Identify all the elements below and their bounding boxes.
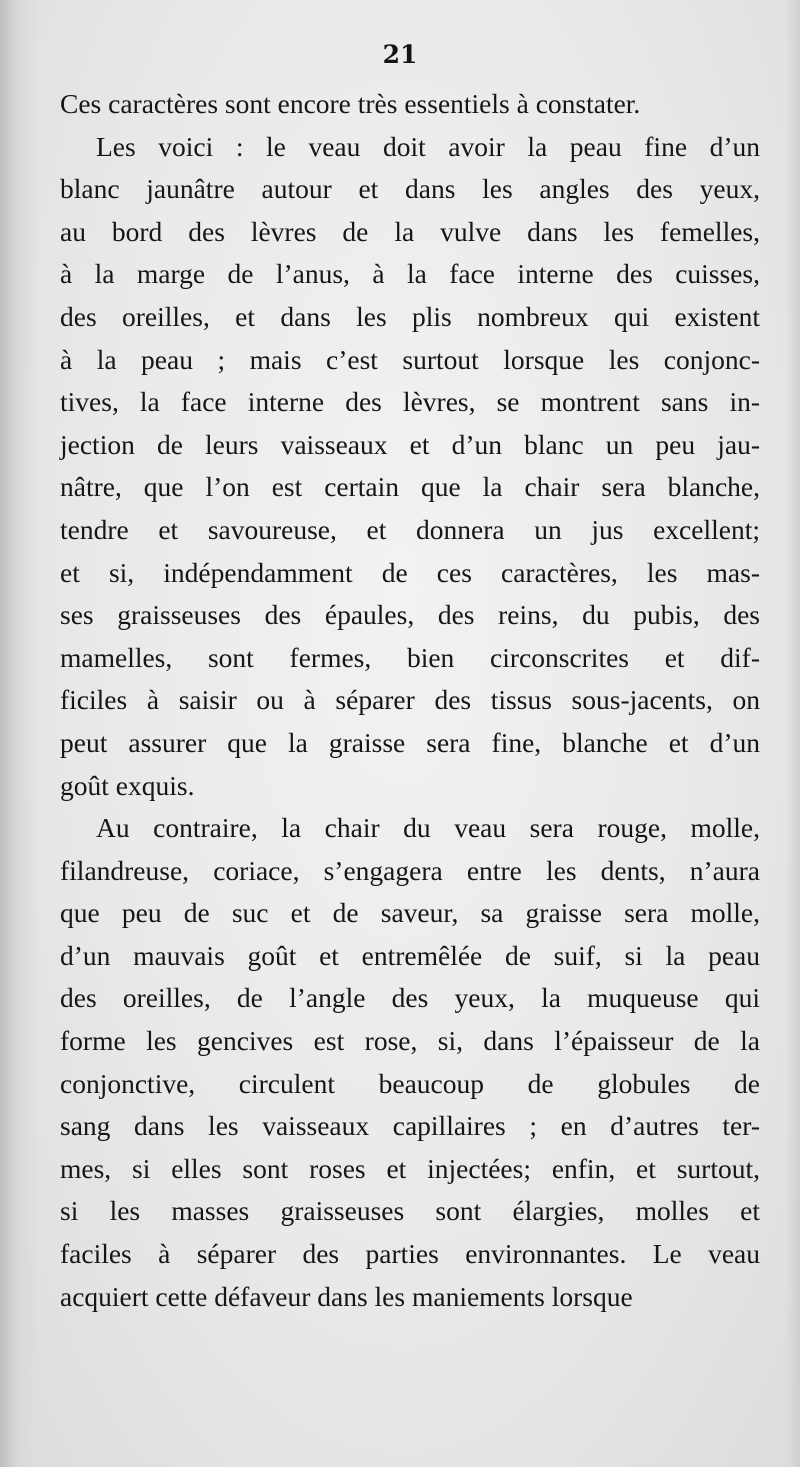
text-line: des oreilles, et dans les plis nombreux qui existent [60, 300, 760, 332]
text-line: à la marge de l’anus, à la face interne des cuisses, [60, 258, 760, 290]
page-left-shadow [0, 0, 40, 1467]
text-line: Les voici : le veau doit avoir la peau fine d’un [96, 130, 760, 162]
text-line: mamelles, sont fermes, bien circonscrites et dif- [60, 641, 760, 673]
text-line: Au contraire, la chair du veau sera rouge, molle, [96, 812, 760, 844]
text-line: et si, indépendamment de ces caractères, les mas- [60, 556, 760, 588]
text-line: filandreuse, coriace, s’engagera entre les dents, n’aura [60, 854, 760, 886]
text-line: au bord des lèvres de la vulve dans les femelles, [60, 215, 760, 247]
text-line: si les masses graisseuses sont élargies, molles et [60, 1195, 760, 1227]
text-line: forme les gencives est rose, si, dans l’épaisseur de la [60, 1025, 760, 1057]
page-number: 21 [382, 40, 418, 69]
text-line: ses graisseuses des épaules, des reins, du pubis, des [60, 599, 760, 631]
text-line: acquiert cette défaveur dans les maniements lorsque [60, 1280, 633, 1312]
text-line: mes, si elles sont roses et injectées; enfin, et surtout, [60, 1152, 760, 1184]
text-line: tendre et savoureuse, et donnera un jus excellent; [60, 513, 760, 545]
text-line: faciles à séparer des parties environnantes. Le veau [60, 1238, 760, 1270]
text-line: nâtre, que l’on est certain que la chair sera blanche, [60, 471, 760, 503]
paragraph [60, 126, 760, 808]
text-line: jection de leurs vaisseaux et d’un blanc un peu jau- [60, 428, 760, 460]
text-line: peut assurer que la graisse sera fine, blanche et d’un [60, 726, 760, 758]
text-line: blanc jaunâtre autour et dans les angles des yeux, [60, 173, 760, 205]
text-line: conjonctive, circulent beaucoup de globules de [60, 1067, 760, 1099]
text-line: Ces caractères sont encore très essentiels à constater. [60, 88, 641, 119]
text-line: sang dans les vaisseaux capillaires ; en d’autres ter- [60, 1110, 760, 1142]
text-line: tives, la face interne des lèvres, se montrent sans in- [60, 386, 760, 418]
paragraph [60, 83, 760, 126]
page-right-shadow [786, 0, 800, 1467]
paragraph [60, 807, 760, 1318]
text-line: goût exquis. [60, 769, 195, 801]
text-line: d’un mauvais goût et entremêlée de suif, si la peau [60, 939, 760, 971]
body-text [60, 83, 760, 1318]
text-line: que peu de suc et de saveur, sa graisse sera molle, [60, 897, 760, 929]
text-line: à la peau ; mais c’est surtout lorsque les conjonc- [60, 343, 760, 375]
text-line: des oreilles, de l’angle des yeux, la muqueuse qui [60, 982, 760, 1014]
text-line: ficiles à saisir ou à séparer des tissus sous-jacents, on [60, 684, 760, 716]
